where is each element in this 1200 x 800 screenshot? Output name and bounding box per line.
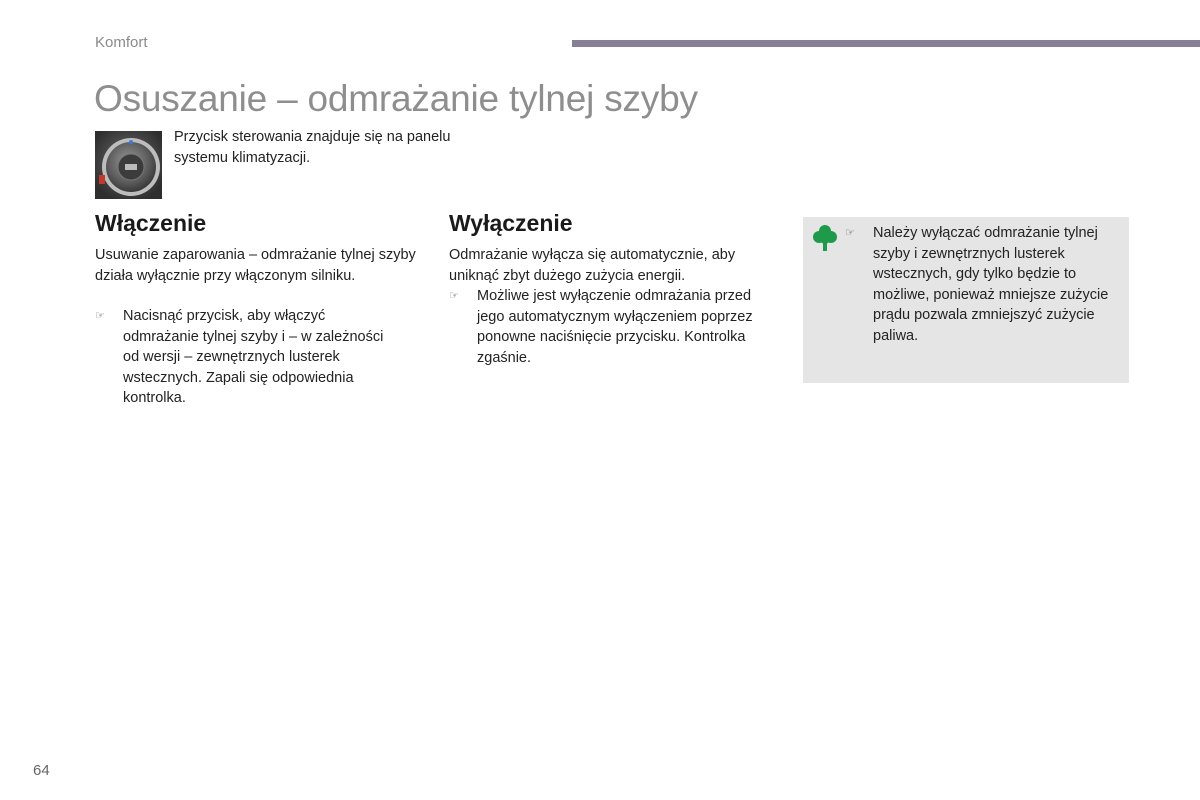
switch-on-bullet — [95, 306, 400, 409]
switch-off-section — [449, 210, 779, 368]
bullet-hand-icon: ☞ — [845, 227, 855, 239]
bullet-hand-icon: ☞ — [95, 310, 105, 322]
eco-note-text: Należy wyłączać odmrażanie tylnej szyby i zewnętrznych lusterek wstecznych, gdy tylko będzie to możliwe, ponieważ mniejsze zużycie prądu pozwala zmniejszyć zużycie paliwa. — [873, 225, 1109, 344]
switch-off-paragraph: Odmrażanie wyłącza się automatycznie, aby uniknąć zbyt dużego zużycia energii. — [449, 247, 736, 284]
eco-tree-icon — [813, 224, 837, 252]
eco-note-box — [803, 217, 1129, 383]
section-label: Komfort — [95, 34, 148, 51]
switch-on-bullet-text: Nacisnąć przycisk, aby włączyć odmrażanie tylnej szyby i – w zależności od wersji – zewnętrznych lusterek wstecznych. Zapali się odpowiednia kontrolka. — [123, 308, 384, 406]
eco-note-bullet — [845, 223, 1123, 346]
control-panel-photo — [95, 131, 162, 199]
switch-on-heading: Włączenie — [95, 210, 207, 236]
header-accent-bar — [572, 40, 1200, 47]
switch-off-heading: Wyłączenie — [449, 210, 573, 236]
intro-text: Przycisk sterowania znajduje się na panelu systemu klimatyzacji. — [174, 129, 451, 166]
switch-off-bullet-text: Możliwe jest wyłączenie odmrażania przed jego automatycznym wyłączeniem poprzez ponowne naciśnięcie przycisku. Kontrolka zgaśnie. — [477, 288, 753, 366]
switch-on-paragraph: Usuwanie zaparowania – odmrażanie tylnej szyby działa wyłącznie przy włączonym silniku. — [95, 247, 416, 284]
page-title: Osuszanie – odmrażanie tylnej szyby — [94, 78, 698, 119]
page-number: 64 — [33, 762, 50, 779]
bullet-hand-icon: ☞ — [449, 290, 459, 302]
switch-off-bullet — [449, 286, 777, 368]
switch-on-section — [95, 210, 425, 409]
